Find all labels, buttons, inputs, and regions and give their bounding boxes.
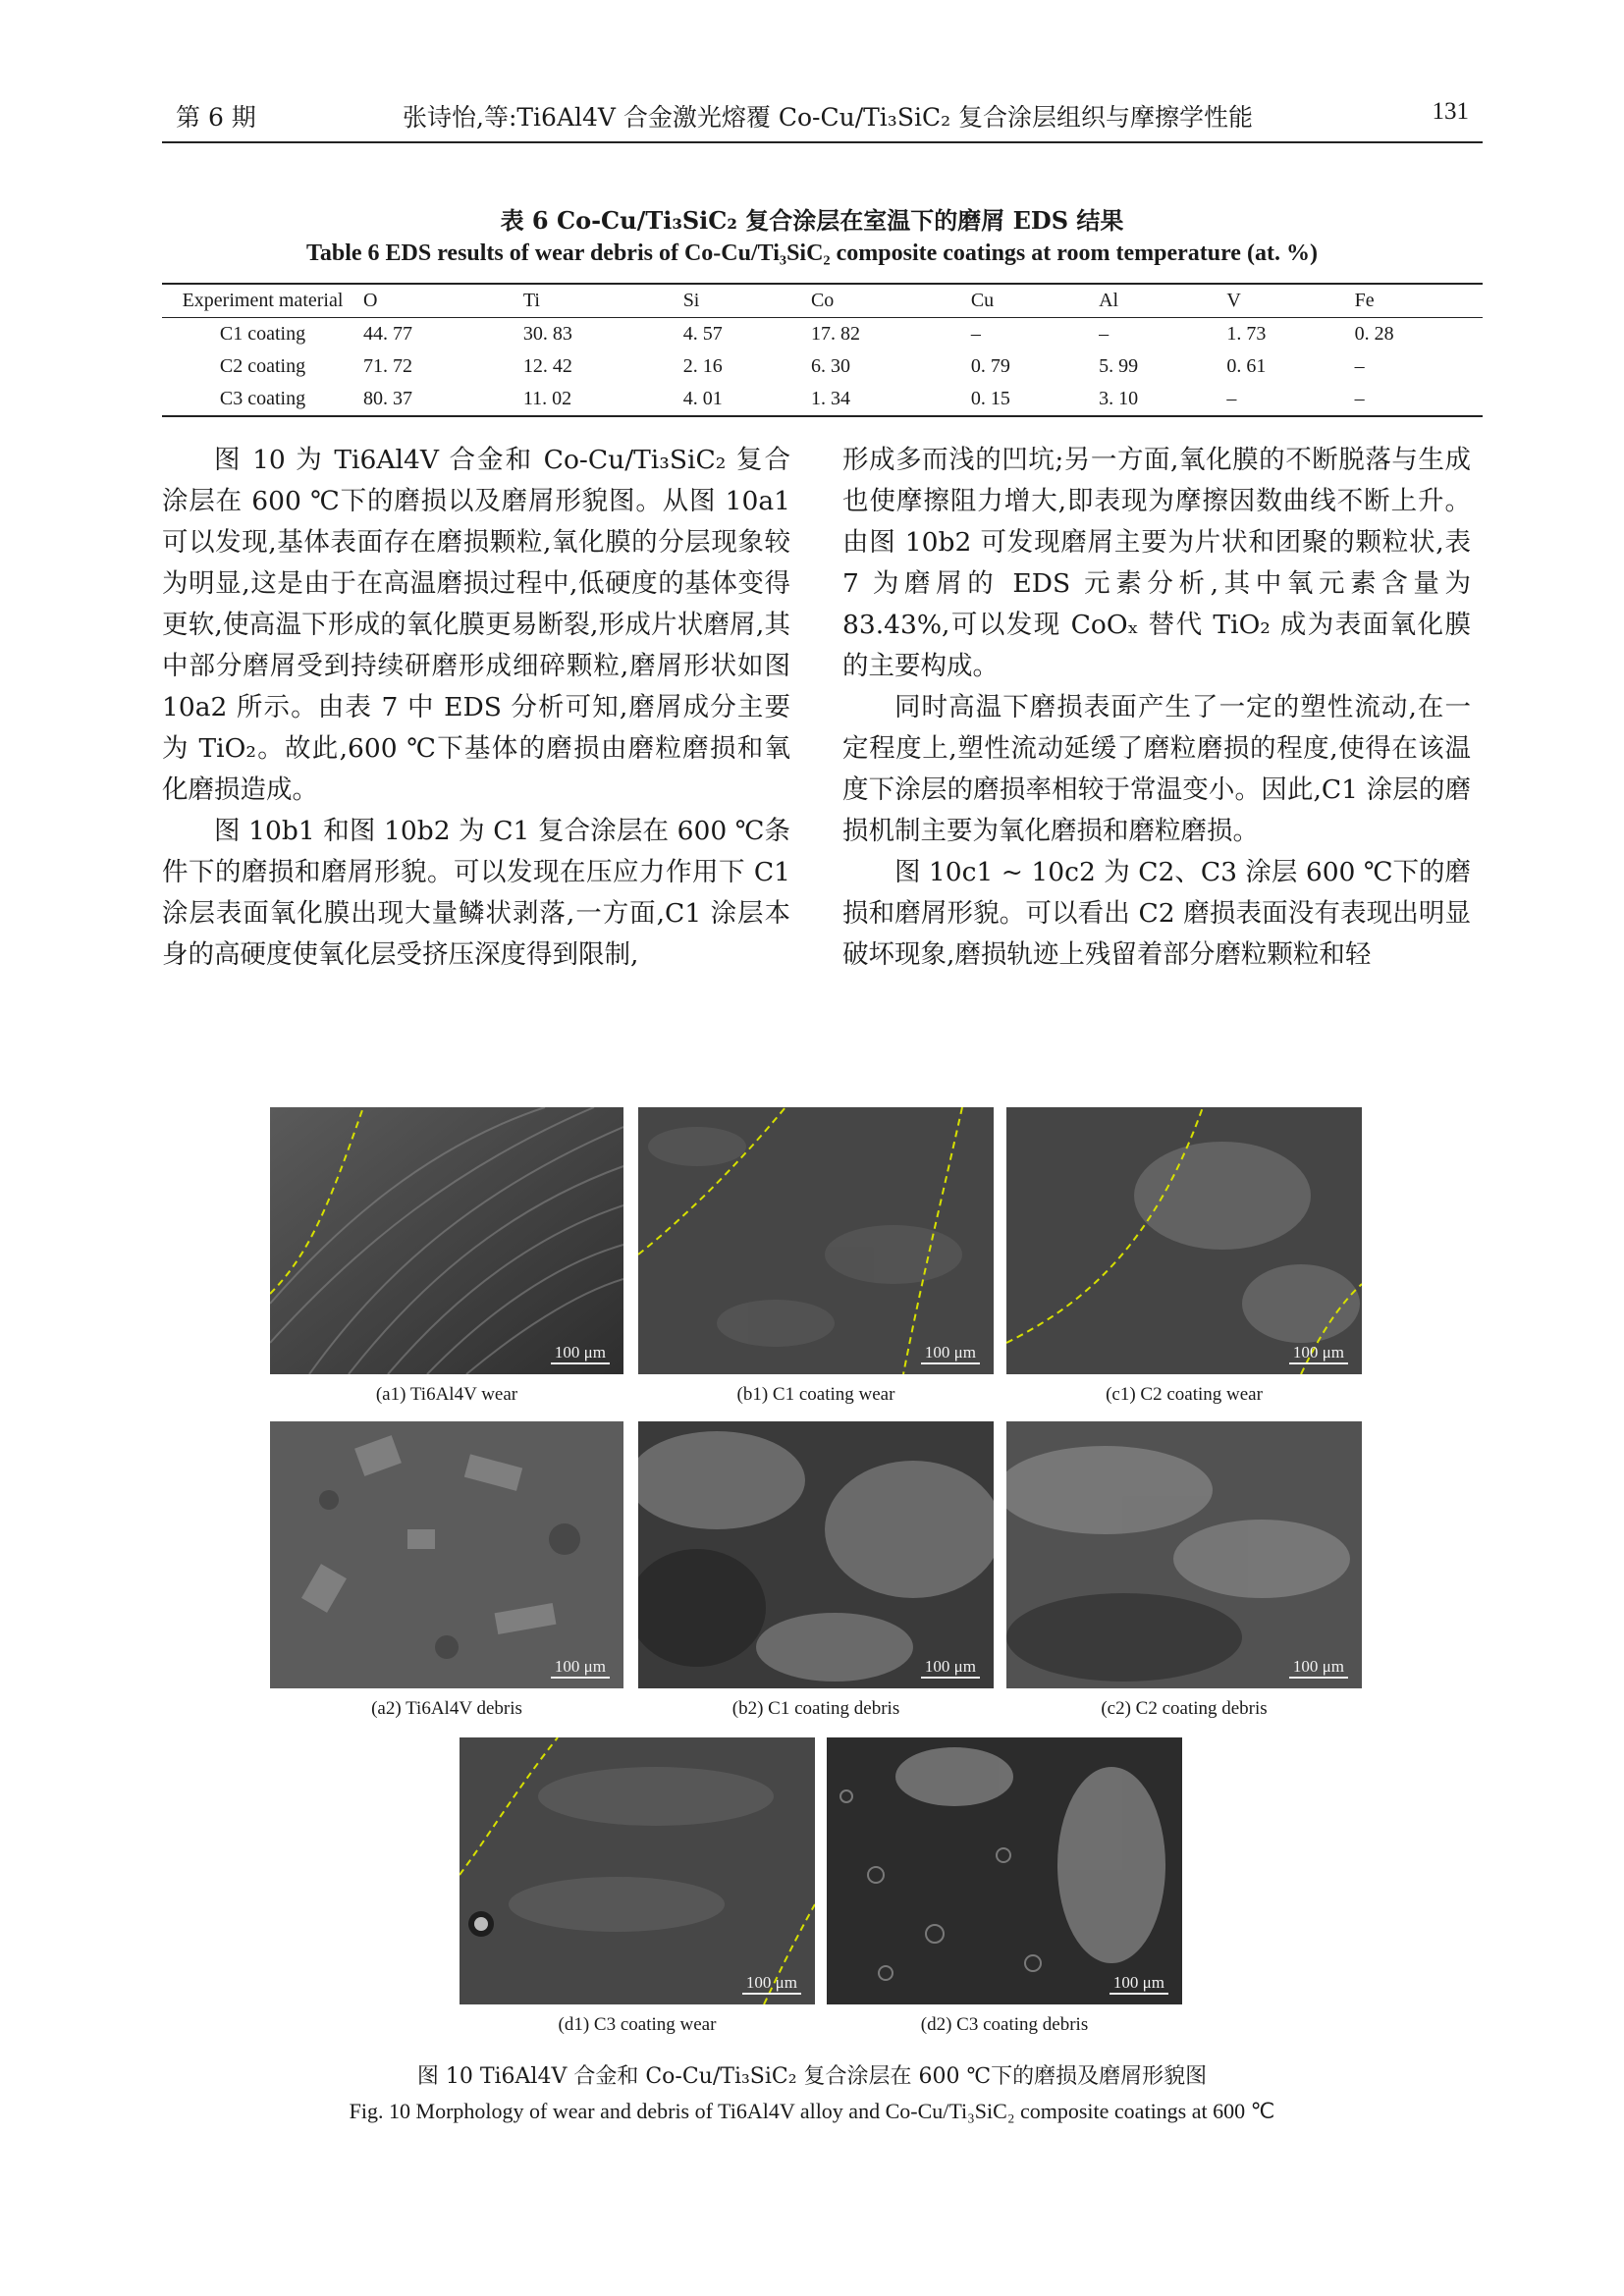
panel-caption-c1: (c1) C2 coating wear bbox=[1106, 1384, 1263, 1405]
table-header-cell: Al bbox=[1099, 290, 1119, 311]
table-cell: 1. 34 bbox=[810, 388, 850, 409]
table-cell: – bbox=[970, 323, 981, 345]
table-cell: 5. 99 bbox=[1099, 355, 1139, 377]
table-header-cell: Fe bbox=[1354, 290, 1375, 311]
scale-bar: 100 μm bbox=[921, 1343, 980, 1364]
panel-caption-d2: (d2) C3 coating debris bbox=[920, 2014, 1089, 2035]
table-cell: C1 coating bbox=[219, 323, 306, 345]
body-paragraph: 图 10c1 ~ 10c2 为 C2、C3 涂层 600 ℃下的磨损和磨屑形貌。可以看出 C2 磨损表面没有表现出明显破坏现象,磨损轨迹上残留着部分磨粒颗粒和轻 bbox=[842, 857, 1471, 970]
table-cell: 4. 01 bbox=[682, 388, 723, 409]
body-column-left bbox=[162, 440, 790, 976]
table-cell: 30. 83 bbox=[522, 323, 572, 345]
sem-image-a1 bbox=[270, 1107, 623, 1374]
running-title: 张诗怡,等:Ti6Al4V 合金激光熔覆 Co-Cu/Ti₃SiC₂ 复合涂层组织与摩擦学性能 bbox=[403, 103, 1254, 132]
panel-caption-c2: (c2) C2 coating debris bbox=[1101, 1698, 1268, 1719]
body-paragraph-continued: 形成多而浅的凹坑;另一方面,氧化膜的不断脱落与生成也使摩擦阻力增大,即表现为摩擦因数曲线不断上升。由图 10b2 可发现磨屑主要为片状和团聚的颗粒状,表 7 为磨屑的 EDS 元素分析,其中氧元素含量为 83.43%,可以发现 CoOₓ 替代 TiO₂ 成为表面氧化膜的主要构成。 bbox=[842, 445, 1471, 681]
scale-bar: 100 μm bbox=[551, 1657, 610, 1679]
table-header-cell: Si bbox=[682, 290, 700, 311]
table-cell: 0. 28 bbox=[1354, 323, 1394, 345]
scale-bar: 100 μm bbox=[921, 1657, 980, 1679]
sem-image-d1 bbox=[460, 1737, 815, 2004]
table-cell: 0. 61 bbox=[1226, 355, 1267, 377]
page-number: 131 bbox=[1432, 98, 1469, 125]
table-cell: C3 coating bbox=[219, 388, 306, 409]
scale-bar: 100 μm bbox=[1289, 1657, 1348, 1679]
panel-caption-b1: (b1) C1 coating wear bbox=[736, 1384, 895, 1405]
table-cell: 6. 30 bbox=[810, 355, 850, 377]
table-header-cell: Co bbox=[810, 290, 835, 311]
table-caption-cn: 表 6 Co-Cu/Ti₃SiC₂ 复合涂层在室温下的磨屑 EDS 结果 bbox=[500, 206, 1124, 235]
table-cell: – bbox=[1354, 388, 1365, 409]
table-cell: – bbox=[1099, 323, 1110, 345]
sem-image-b1 bbox=[638, 1107, 994, 1374]
scale-bar: 100 μm bbox=[551, 1343, 610, 1364]
table-caption-en: Table 6 EDS results of wear debris of Co-Cu/Ti₃SiC₂ composite coatings at room temperature (at. %) bbox=[306, 240, 1318, 266]
table-row bbox=[162, 350, 1483, 383]
panel-caption-b2: (b2) C1 coating debris bbox=[731, 1698, 900, 1719]
page-header bbox=[162, 98, 1483, 137]
table-cell: 11. 02 bbox=[522, 388, 572, 409]
body-paragraph: 图 10 为 Ti6Al4V 合金和 Co-Cu/Ti₃SiC₂ 复合涂层在 600 ℃下的磨损以及磨屑形貌图。从图 10a1 可以发现,基体表面存在磨损颗粒,氧化膜的分层现象较为明显,这是由于在高温磨损过程中,低硬度的基体变得更软,使高温下形成的氧化膜更易断裂,形成片状磨屑,其中部分磨屑受到持续研磨形成细碎颗粒,磨屑形状如图 10a2 所示。由表 7 中 EDS 分析可知,磨屑成分主要为 TiO₂。故此,600 ℃下基体的磨损由磨粒磨损和氧化磨损造成。 bbox=[162, 445, 790, 805]
eds-table bbox=[162, 283, 1483, 417]
body-column-right bbox=[842, 440, 1471, 976]
table-cell: 17. 82 bbox=[810, 323, 860, 345]
table-cell: – bbox=[1354, 355, 1365, 377]
table-cell: 44. 77 bbox=[363, 323, 412, 345]
table-header-row bbox=[162, 284, 1483, 318]
header-rule bbox=[162, 141, 1483, 143]
table-cell: 0. 79 bbox=[970, 355, 1010, 377]
issue-number: 第 6 期 bbox=[176, 103, 256, 132]
figure-caption-en: Fig. 10 Morphology of wear and debris of Ti6Al4V alloy and Co-Cu/Ti₃SiC₂ composite coatings at 600 ℃ bbox=[349, 2099, 1275, 2123]
panel-caption-d1: (d1) C3 coating wear bbox=[558, 2014, 717, 2035]
sem-image-b2 bbox=[638, 1421, 994, 1688]
sem-image-c1 bbox=[1006, 1107, 1362, 1374]
scale-bar: 100 μm bbox=[1289, 1343, 1348, 1364]
table-cell: 80. 37 bbox=[363, 388, 412, 409]
table-cell: 0. 15 bbox=[970, 388, 1010, 409]
scale-bar: 100 μm bbox=[1110, 1973, 1168, 1995]
table-header-cell: Ti bbox=[522, 290, 540, 311]
table-cell: 1. 73 bbox=[1226, 323, 1267, 345]
table-row bbox=[162, 318, 1483, 351]
table-cell: 2. 16 bbox=[682, 355, 723, 377]
panel-caption-a1: (a1) Ti6Al4V wear bbox=[375, 1384, 518, 1405]
sem-image-d2 bbox=[827, 1737, 1182, 2004]
table-header-cell: O bbox=[363, 290, 378, 311]
body-paragraph: 同时高温下磨损表面产生了一定的塑性流动,在一定程度上,塑性流动延缓了磨粒磨损的程度,使得在该温度下涂层的磨损率相较于常温变小。因此,C1 涂层的磨损机制主要为氧化磨损和磨粒磨损。 bbox=[842, 692, 1471, 846]
body-paragraph: 图 10b1 和图 10b2 为 C1 复合涂层在 600 ℃条件下的磨损和磨屑形貌。可以发现在压应力作用下 C1 涂层表面氧化膜出现大量鳞状剥落,一方面,C1 涂层本身的高硬度使氧化层受挤压深度得到限制, bbox=[162, 816, 790, 970]
sem-image-c2 bbox=[1006, 1421, 1362, 1688]
table-cell: 71. 72 bbox=[363, 355, 412, 377]
sem-image-a2 bbox=[270, 1421, 623, 1688]
table-header-cell: Cu bbox=[970, 290, 995, 311]
table-cell: – bbox=[1226, 388, 1237, 409]
table-cell: 4. 57 bbox=[682, 323, 723, 345]
figure-caption-cn: 图 10 Ti6Al4V 合金和 Co-Cu/Ti₃SiC₂ 复合涂层在 600 ℃下的磨损及磨屑形貌图 bbox=[416, 2064, 1208, 2089]
table-row bbox=[162, 383, 1483, 416]
scale-bar: 100 μm bbox=[742, 1973, 801, 1995]
table-cell: C2 coating bbox=[219, 355, 306, 377]
table-header-cell: V bbox=[1226, 290, 1241, 311]
panel-caption-a2: (a2) Ti6Al4V debris bbox=[371, 1698, 522, 1719]
table-header-cell: Experiment material bbox=[182, 290, 344, 311]
table-cell: 3. 10 bbox=[1099, 388, 1139, 409]
table-cell: 12. 42 bbox=[522, 355, 572, 377]
